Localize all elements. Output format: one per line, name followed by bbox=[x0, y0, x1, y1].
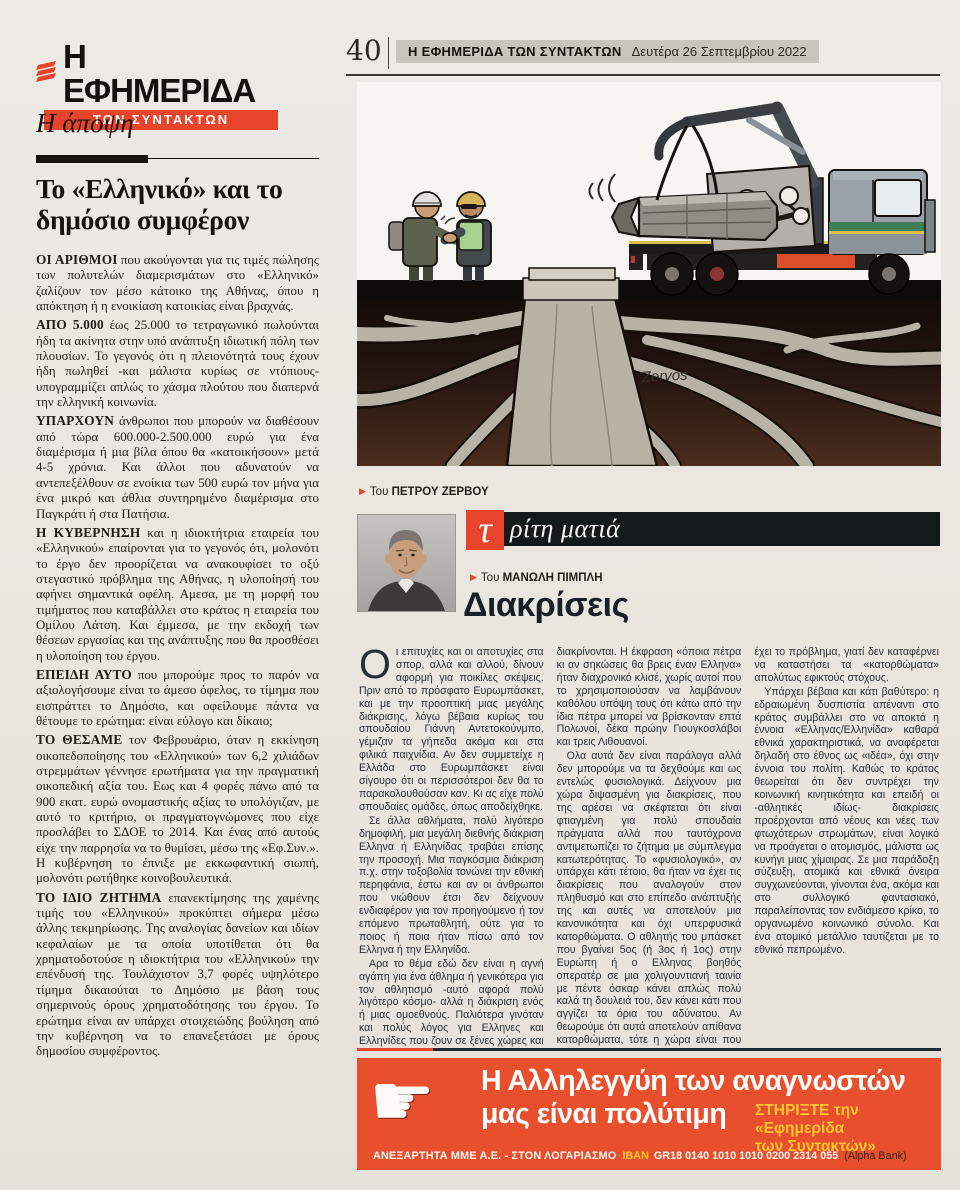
opinion-title: Το «Ελληνικό» και το δημόσιο συμφέρον bbox=[36, 173, 283, 235]
edition-strip bbox=[396, 40, 819, 63]
article-body bbox=[359, 646, 939, 1050]
section-initial: τ bbox=[466, 510, 504, 550]
paragraph-lead: ΑΠΟ 5.000 bbox=[36, 317, 104, 333]
cartoon-credit-name: ΠΕΤΡΟΥ ΖΕΡΒΟΥ bbox=[391, 486, 489, 498]
header-horizontal-rule bbox=[346, 74, 940, 76]
opinion-paragraph bbox=[36, 317, 319, 410]
paragraph-lead: ΤΟ ΙΔΙΟ ΖΗΤΗΜΑ bbox=[36, 889, 162, 905]
opinion-paragraph bbox=[36, 252, 319, 314]
banner-line1: Η Αλληλεγγύη των αναγνωστών bbox=[481, 1065, 906, 1097]
cartoon-credit-prefix: Του bbox=[369, 486, 389, 498]
article-paragraph-text: Ολα αυτά δεν είναι παράλογα αλλά δεν μπορούμε να τα δεχθούμε και ως εντελώς φυσιολογικά. Δείχνουν μια χώρα διψασμένη για διακρίσεις, που της αρέσει να σκέφτεται ότι είναι φτιαγμένη για πολύ σπουδαία πράγματα αλλά που ταυτόχρονα αντιμετωπίζει το ζήτημα με σύμπλεγμα κατωτερότητας. Το «φυσιολογικό», αν υπάρχει κάτι τέτοιο, θα ήταν να έχει τις διακρίσεις που αναλογούν στον πληθυσμό και στο επίπεδο ανάπτυξής της και αυτές να αποτελούν μια κανονικότητα και όχι υπερφυσικά κατορθώματα. Ο αθλητής του μπάσκετ που βγαίνει 5ος (ή 3ος ή 1ος) στην Ευρώπη ή ο Ελληνας βοηθός οπερατέρ σε μια χολιγουντιανή ταινία με πέντε όσκαρ κάνει απλώς πολύ καλά τη δουλειά του, δεν κάνει κάτι που αγγίζει τα όρια του αδύνατου. Αν θεωρούμε ότι αυτά αποτελούν απίθανα κατορθώματα, τότε η χώρα είναι που έχει το πρόβλημα, γιατί δεν καταφέρνει να καταστήσει τα «κατορθώματα» απολύτως εφικτούς στόχους. bbox=[556, 646, 939, 1047]
paragraph-lead: ΟΙ ΑΡΙΘΜΟΙ bbox=[36, 252, 118, 267]
section-title: ρίτη ματιά bbox=[510, 514, 621, 543]
account-prefix: ΑΝΕΞΑΡΤΗΤΑ ΜΜΕ Α.Ε. - ΣΤΟΝ ΛΟΓΑΡΙΑΣΜΟ bbox=[373, 1150, 617, 1162]
article-headline: Διακρίσεις bbox=[463, 586, 629, 624]
paragraph-lead: ΕΠΕΙΔΗ ΑΥΤΟ bbox=[36, 666, 132, 682]
banner-support-line1: ΣΤΗΡΙΞΤΕ την «Εφημερίδα bbox=[755, 1102, 859, 1137]
paragraph-text: άνθρωποι που μπορούν να διαθέσουν από τώρα 600.000-2.500.000 ευρώ για ένα διαμέρισμα ή μια βίλα όπου θα «κατοικήσουν» μετά 4-5 χρόνια. Και άλλοι που αδυνατούν να αντεπεξέλθουν σε ενοίκια των 500 ευρώ τον μήνα για ένα μικρό και άθλια συντηρημένο διαμέρισμα στο Παγκράτι ή στα Πατήσια. bbox=[36, 414, 319, 521]
page-number: 40 bbox=[346, 34, 382, 67]
article-paragraph bbox=[754, 686, 939, 957]
iban-label: IBAN bbox=[622, 1150, 649, 1162]
masthead-flag-icon bbox=[36, 59, 58, 90]
cartoon-signature: Zervos bbox=[641, 366, 688, 386]
paragraph-lead: Η ΚΥΒΕΡΝΗΣΗ bbox=[36, 524, 141, 540]
opinion-paragraph bbox=[36, 732, 319, 886]
opinion-body bbox=[36, 252, 319, 1063]
edition-date: Δευτέρα 26 Σεπτεμβρίου 2022 bbox=[631, 44, 807, 59]
banner-account-line bbox=[373, 1150, 933, 1162]
article-paragraph-text: ι επιτυχίες και οι αποτυχίες στα σπορ, αλλά και αλλού, δίνουν αφορμή για ποικίλες σκέψεις. Πριν από το πρόσφατο Ευρωμπάσκετ, και με την προοπτική μιας μεγάλης διάκρισης, λόγω βέβαια κυρίως του σπουδαίου Γιάννη Αντετοκούνμπο, γέμιζαν τα γήπεδα ακόμα και στα φιλικά παιχνίδια. Αν δεν συμμετείχε η Ελλάδα στο Ευρωμπάσκετ είναι σίγουρο ότι οι περισσότεροι δεν θα το παρακολουθούσαν καν. Κι ας είχε πολύ σπουδαίες ομάδες, όπως αποδείχθηκε. bbox=[359, 646, 544, 813]
paragraph-text: τον Φεβρουάριο, όταν η εκκίνηση οικοπεδοποίησης του «Ελληνικού» των 6,2 χιλιάδων στρεμμάτων γέννησε ερωτήματα για την πραγματική οικοπεδική αξία του. Εως και 4 φορές πάνω από τα 900 εκατ. ευρώ ονομαστικής αξίας το υπολόγιζαν, με αυτό το κριτήριο, οι πραγματογνώμονες που είχε προσλάβει το ΣΔΟΕ το 2014. Και ένας από αυτούς είχε την παρρησία να το θυμίσει, μέσω της «Εφ.Συν.». Η κυβέρνηση το έπνιξε με εκκωφαντική σιωπή, μολονότι ρωτήθηκε κοινοβουλευτικά. bbox=[36, 733, 319, 886]
opinion-section-label: Η άποψη bbox=[36, 108, 134, 138]
paragraph-lead: ΤΟ ΘΕΣΑΜΕ bbox=[36, 732, 123, 748]
opinion-paragraph bbox=[36, 890, 319, 1060]
banner-support-text bbox=[755, 1102, 940, 1156]
triangle-marker-icon: ▶ bbox=[359, 486, 366, 496]
paragraph-text: επανεκτίμησης της χαμένης τιμής του «Ελληνικού» προκύπτει σήμερα μέσω άλλης τεκμηρίωσης. Της αναλογίας δανείων και ιδίων κεφαλαίων με τα οποία υποτίθεται ότι θα χρηματοδοτούσε η ιδιοκτήτρια του «Ελληνικού» την επένδυσή της. Τουλάχιστον 3,7 φορές υψηλότερο τίμημα δικαιούται το Δημόσιο με βάση τους σημερινούς όρους χρηματοδότησης του έργου. Το ερώτημα είναι αν υπάρχει στοιχειώδης βούληση από την κυβέρνηση να το επανεξετάσει με όρους δημοσίου συμφέροντος. bbox=[36, 890, 319, 1059]
article-paragraph-text: Σε άλλα αθλήματα, πολύ λιγότερο δημοφιλή, μια μεγάλη διεθνής διάκριση Ελληνα ή Ελληνίδας τραβάει επίσης την προσοχή. Μια παγκόσμια διάκριση π.χ. στην τοξοβολία τονώνει την εθνική περηφάνια, έστω και αν οι άνθρωποι που νιώθουν έτσι δεν δείχνουν ενδιαφέρον για τον προηγούμενο ή τον επόμενο πρωταθλητή, ούτε για το ποιος ή ποια ήταν πίσω από τον Ελληνα ή την Ελληνίδα. bbox=[359, 814, 544, 956]
triangle-marker-icon: ▶ bbox=[470, 572, 477, 582]
opinion-paragraph bbox=[36, 413, 319, 521]
solidarity-banner bbox=[357, 1058, 941, 1170]
article-paragraph-text: Υπάρχει βέβαια και κάτι βαθύτερο: η εδραιωμένη δυσπιστία απέναντι στο κράτος συμβάλλει στο να αποκτά η έννοια «Ελληνας/Ελληνίδα» καθαρά εθνικά χαρακτηριστικά, να αναφέρεται δηλαδή στο έθνος ως «ιδέα», όχι στην έννοια του πολίτη. Καθώς το κράτος θεωρείται ότι δεν συντρέχει την κοινωνική κινητικότητα και επειδή οι -αθλητικές ιδίως- διακρίσεις προέρχονται από νέους και νέες των φτωχότερων στρωμάτων, είναι λογικό να προάγεται ο ατομισμός, μάλιστα ως κυνήγι μιας χίμαιρας. Σε μια παράδοξη σύζευξη, ατομικά και εθνικά όνειρα συγχωνεύονται, γίνονται ένα, ακόμα και στο συλλογικό φαντασιακό, παραλείποντας τον ενδιάμεσο κρίκο, το οργανωμένο κοινωνικό σύνολο. Και ένα ατομικό μετάλλιο ταυτίζεται με το εθνικό πεπρωμένο. bbox=[754, 685, 939, 956]
cartoon-credit bbox=[359, 486, 489, 498]
opinion-paragraph bbox=[36, 667, 319, 729]
editorial-cartoon bbox=[357, 82, 941, 466]
article-paragraph-text: Αρα το θέμα εδώ δεν είναι η αγνή αγάπη για ένα άθλημα ή γενικότερα για τον αθλητισμό -αυτό αφορά πολύ λιγότερο κόσμο- αλλά η διάκριση ενός ή μιας ομοεθνούς. Παλιότερα γινόταν και πολύς λόγος για Ελληνες και Ελληνίδες που ζουν σε ξένες χώρες και διακρίνονται. Η έκφραση «όποια πέτρα κι αν σηκώσεις θα βρεις έναν Ελληνα» ήταν διαχρονικό κλισέ, χωρίς αυτοί που το χρησιμοποιούσαν να λαμβάνουν καθόλου υπόψη τους ότι κάτω από την ίδια πέτρα μπορεί να βρίσκονταν επτά Πολωνοί, δέκα πρώην Γιουγκοσλάβοι και τρεις Λιθουανοί. bbox=[359, 646, 742, 1048]
pointing-hand-icon: ☛ bbox=[369, 1058, 436, 1144]
page-header bbox=[346, 36, 940, 78]
paragraph-lead: ΥΠΑΡΧΟΥΝ bbox=[36, 413, 115, 429]
article-paragraph bbox=[359, 646, 544, 814]
masthead-subtitle: ΤΩΝ ΣΥΝΤΑΚΤΩΝ bbox=[44, 110, 278, 130]
section-bar-triti-matia bbox=[466, 509, 940, 551]
paragraph-text: που μπορούμε προς το παρόν να αξιολογήσουμε είναι το άμεσο όφελος, το τίμημα που εισπράττει το Δημόσιο, και οφείλουμε πάντα να θέτουμε το ερώτημα: είναι εύλογο και δίκαιο; bbox=[36, 667, 319, 728]
banner-support-line2: των Συντακτών» bbox=[755, 1138, 876, 1155]
banner-line2: μας είναι πολύτιμη bbox=[481, 1098, 727, 1130]
author-photo bbox=[357, 514, 456, 612]
bottom-divider bbox=[357, 1048, 941, 1051]
bank-name: (Alpha Bank) bbox=[844, 1150, 907, 1162]
paragraph-text: έως 25.000 το τετραγωνικό πωλούνται ήδη τα ακίνητα στην υπό ανάπτυξη ιδιωτική πόλη των πλουσίων. Το γεγονός ότι η πλειονότητά τους έχουν ήδη πωληθεί -και μάλιστα κυρίως σε ντόπιους- υπογραμμίζει απλώς το χάσμα πλούτου που διαπερνά την ελληνική κοινωνία. bbox=[36, 318, 319, 410]
paragraph-text: που ακούγονται για τις τιμές πώλησης των πολυτελών διαμερισμάτων στο «Ελληνικό» ζαλίζουν τον μέσο κάτοικο της Αθήνας, όπου η απόκτηση ή η ενοικίαση κατοικίας είναι βραχνάς. bbox=[36, 253, 319, 314]
header-vertical-rule bbox=[388, 37, 389, 69]
byline-prefix: Του bbox=[480, 572, 500, 584]
byline-name: ΜΑΝΩΛΗ ΠΙΜΠΛΗ bbox=[502, 572, 603, 584]
article-byline bbox=[470, 572, 603, 584]
opinion-divider bbox=[36, 155, 319, 164]
paragraph-text: και η ιδιοκτήτρια εταιρεία του «Ελληνικού» επαίρονται για το γεγονός ότι, μολονότι το έργο δεν προορίζεται να ανακουφίσει το οξύ στεγαστικό πρόβλημα της Αθήνας, η υλοποίησή του αφήνει σημαντικά οφέλη. Αμεσα, με τη μορφή του τιμήματος που καταβάλλει στο κράτος η εταιρεία του Ομίλου Λάτση. Και έμμεσα, με την εκδοχή των θέσεων εργασίας και της ανάπτυξης που θα προσθέσει η υλοποίηση του έργου. bbox=[36, 525, 319, 663]
opinion-paragraph bbox=[36, 525, 319, 664]
edition-title: Η ΕΦΗΜΕΡΙΔΑ ΤΩΝ ΣΥΝΤΑΚΤΩΝ bbox=[408, 44, 622, 59]
article-paragraph bbox=[359, 815, 544, 957]
masthead-title: Η ΕΦΗΜΕΡΙΔΑ bbox=[63, 38, 256, 109]
iban-value: GR18 0140 1010 1010 0200 2314 055 bbox=[653, 1150, 839, 1162]
drop-cap: Ο bbox=[359, 646, 391, 687]
